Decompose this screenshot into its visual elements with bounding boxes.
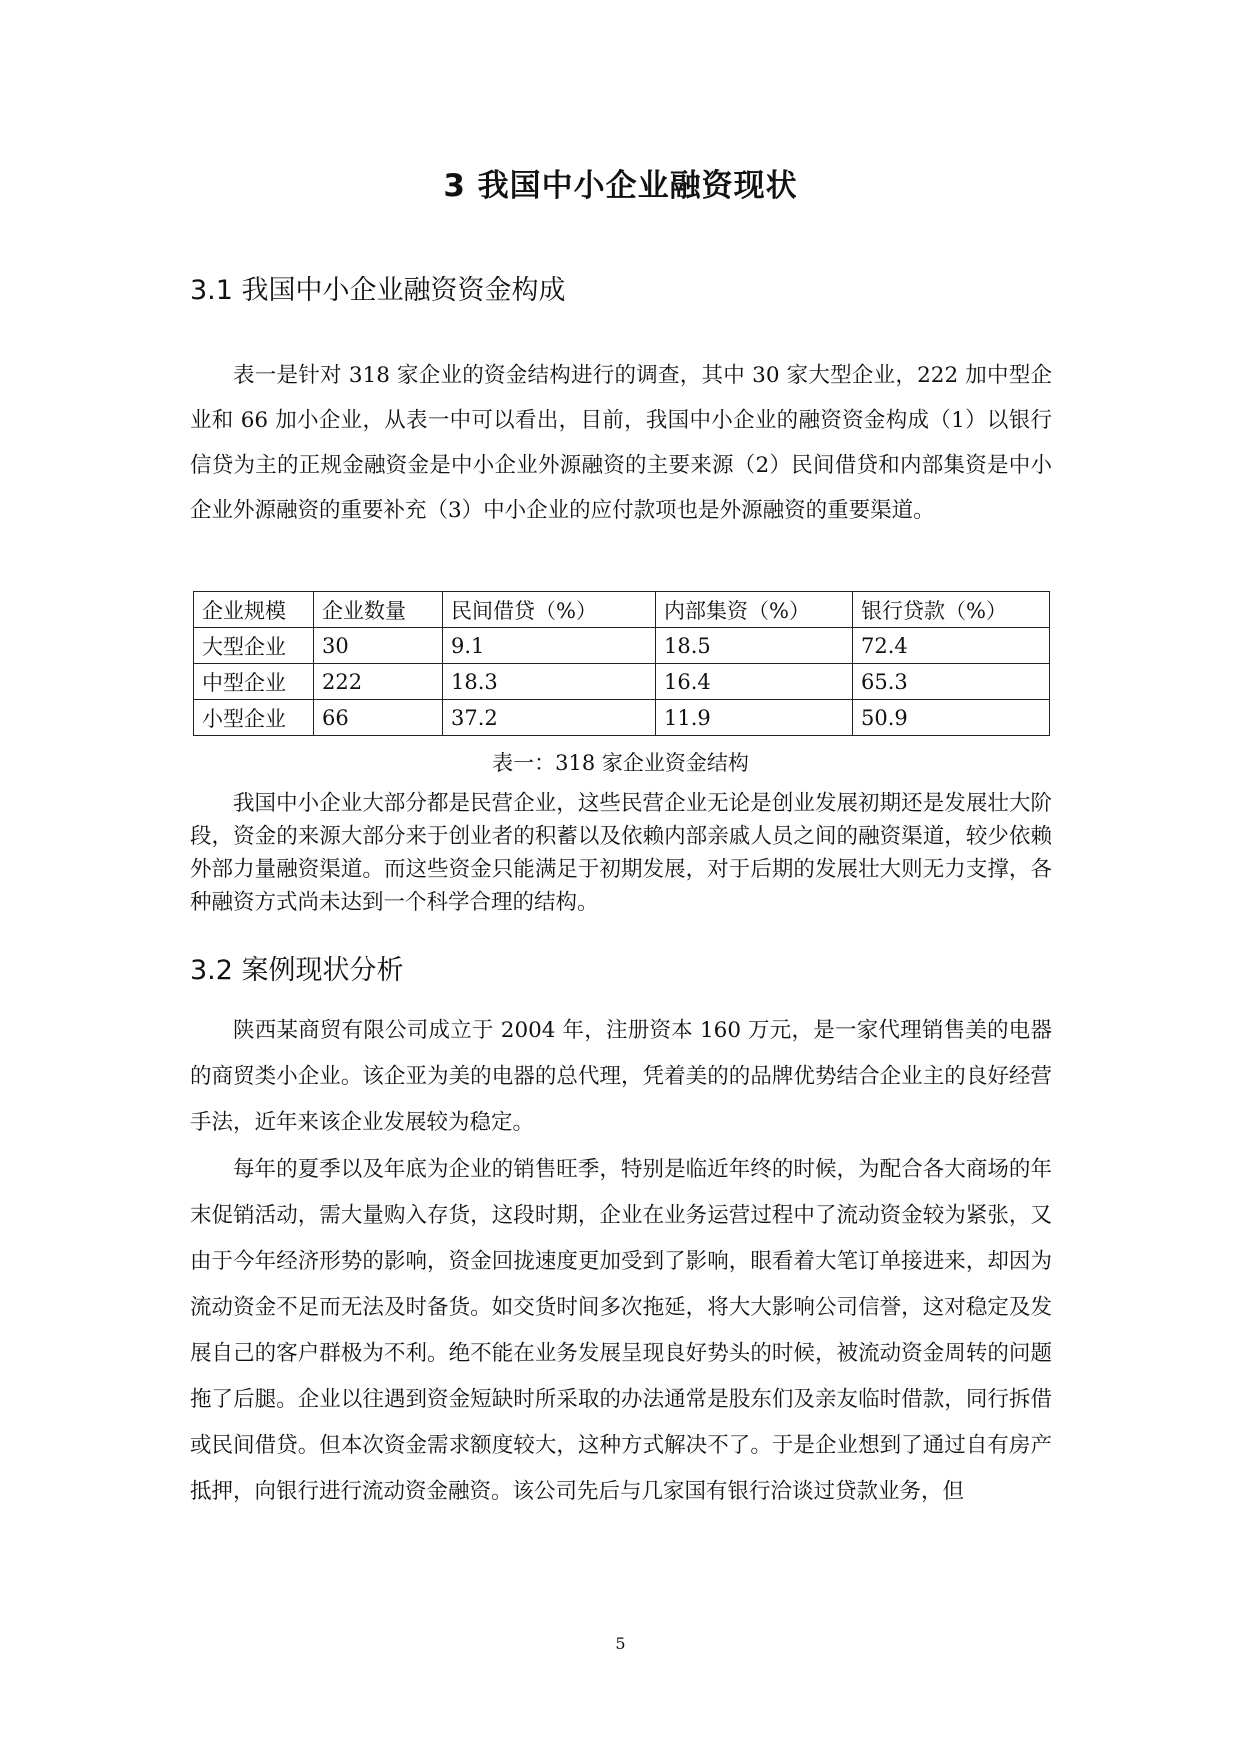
table-cell: 30 bbox=[314, 628, 443, 664]
table-cell: 9.1 bbox=[443, 628, 656, 664]
table-cell: 37.2 bbox=[443, 700, 656, 736]
table-row bbox=[194, 628, 1050, 664]
table-row bbox=[194, 700, 1050, 736]
section-3-1-paragraph-1: 表一是针对 318 家企业的资金结构进行的调查，其中 30 家大型企业，222 加中型企业和 66 加小企业，从表一中可以看出，目前，我国中小企业的融资资金构成（1）以银行信贷为主的正规金融资金是中小企业外源融资的主要来源（2）民间借贷和内部集资是中小企业外源融资的重要补充（3）中小企业的应付款项也是外源融资的重要渠道。 bbox=[190, 363, 1052, 523]
table-cell: 16.4 bbox=[656, 664, 853, 700]
section-3-1-paragraph-2: 我国中小企业大部分都是民营企业，这些民营企业无论是创业发展初期还是发展壮大阶段，资金的来源大部分来于创业者的积蓄以及依赖内部亲戚人员之间的融资渠道，较少依赖外部力量融资渠道。而这些资金只能满足于初期发展，对于后期的发展壮大则无力支撑，各种融资方式尚未达到一个科学合理的结构。 bbox=[190, 791, 1052, 915]
table-caption: 表一：318 家企业资金结构 bbox=[492, 751, 749, 775]
table-cell: 65.3 bbox=[853, 664, 1050, 700]
table-cell: 11.9 bbox=[656, 700, 853, 736]
table-header-cell: 企业规模 bbox=[194, 592, 314, 628]
table-header-cell: 银行贷款（%） bbox=[853, 592, 1050, 628]
chapter-title: 3 我国中小企业融资现状 bbox=[443, 168, 798, 204]
table-cell: 大型企业 bbox=[194, 628, 314, 664]
section-3-2-paragraph-2: 每年的夏季以及年底为企业的销售旺季，特别是临近年终的时候，为配合各大商场的年末促销活动，需大量购入存货，这段时期，企业在业务运营过程中了流动资金较为紧张，又由于今年经济形势的影响，资金回拢速度更加受到了影响，眼看着大笔订单接进来，却因为流动资金不足而无法及时备货。如交货时间多次拖延，将大大影响公司信誉，这对稳定及发展自己的客户群极为不利。绝不能在业务发展呈现良好势头的时候，被流动资金周转的问题拖了后腿。企业以往遇到资金短缺时所采取的办法通常是股东们及亲友临时借款，同行拆借或民间借贷。但本次资金需求额度较大，这种方式解决不了。于是企业想到了通过自有房产抵押，向银行进行流动资金融资。该公司先后与几家国有银行洽谈过贷款业务，但 bbox=[190, 1157, 1052, 1504]
table-header-cell: 企业数量 bbox=[314, 592, 443, 628]
table-cell: 222 bbox=[314, 664, 443, 700]
section-3-2-title: 3.2 案例现状分析 bbox=[190, 955, 404, 986]
table-header-cell: 内部集资（%） bbox=[656, 592, 853, 628]
table-header-row bbox=[194, 592, 1050, 628]
capital-structure-table bbox=[193, 591, 1050, 736]
table-header-cell: 民间借贷（%） bbox=[443, 592, 656, 628]
table-row bbox=[194, 664, 1050, 700]
table-cell: 中型企业 bbox=[194, 664, 314, 700]
page-number: 5 bbox=[615, 1634, 626, 1653]
table-cell: 18.5 bbox=[656, 628, 853, 664]
section-3-1-title: 3.1 我国中小企业融资资金构成 bbox=[190, 275, 566, 306]
section-3-2-paragraph-1: 陕西某商贸有限公司成立于 2004 年，注册资本 160 万元，是一家代理销售美的电器的商贸类小企业。该企亚为美的电器的总代理，凭着美的的品牌优势结合企业主的良好经营手法，近年来该企业发展较为稳定。 bbox=[190, 1018, 1052, 1135]
table-cell: 66 bbox=[314, 700, 443, 736]
table-cell: 50.9 bbox=[853, 700, 1050, 736]
table-cell: 72.4 bbox=[853, 628, 1050, 664]
table-cell: 小型企业 bbox=[194, 700, 314, 736]
table-cell: 18.3 bbox=[443, 664, 656, 700]
